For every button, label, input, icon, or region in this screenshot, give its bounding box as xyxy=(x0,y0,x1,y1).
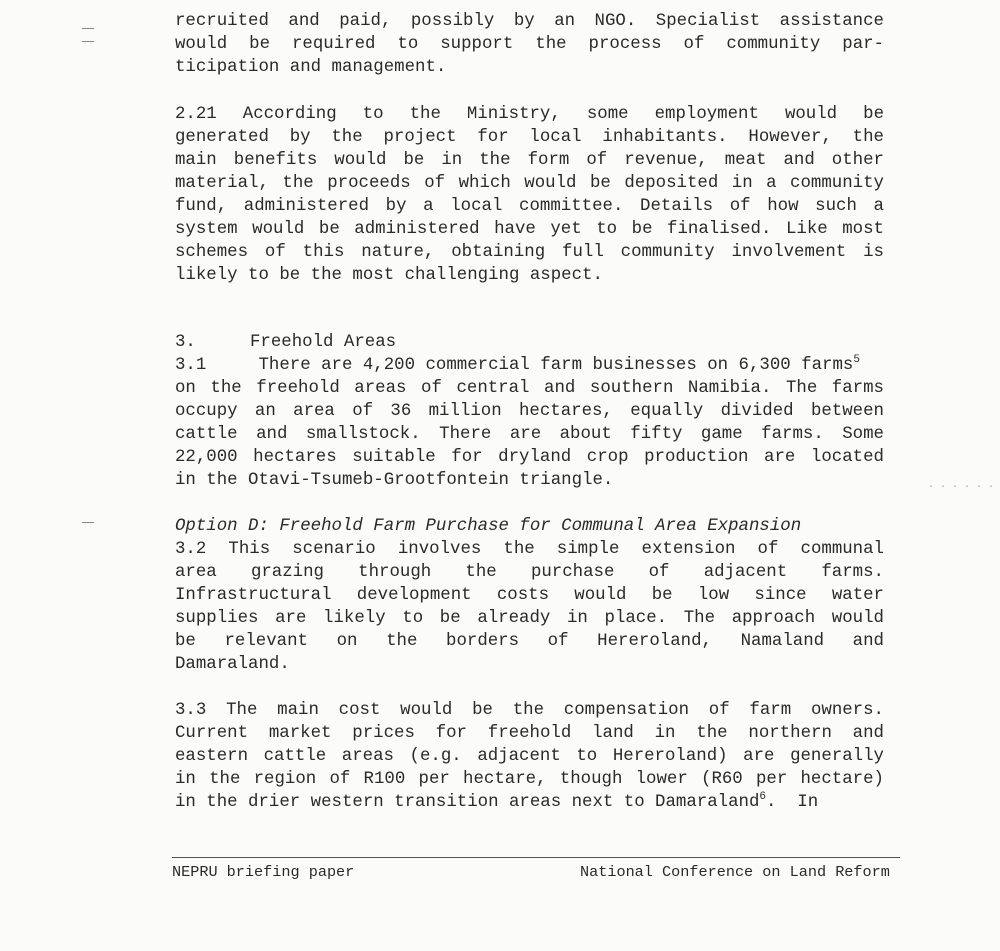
text-line xyxy=(175,791,818,814)
text-line: eastern cattle areas (e.g. adjacent to Hereroland) are generally xyxy=(175,747,884,766)
text-line: fund, administered by a local committee. Details of how such a xyxy=(175,197,884,216)
text-line: likely to be the most challenging aspect. xyxy=(175,266,603,285)
text-line-main: 3.1 There are 4,200 commercial farm businesses on 6,300 farms xyxy=(175,356,854,375)
text-line: material, the proceeds of which would be deposited in a community xyxy=(175,174,884,193)
text-line: occupy an area of 36 million hectares, equally divided between xyxy=(175,402,884,421)
footer-rule xyxy=(172,857,900,858)
footnote-marker: 6 xyxy=(759,791,767,804)
text-line: on the freehold areas of central and southern Namibia. The farms xyxy=(175,379,884,398)
section-title: Freehold Areas xyxy=(250,333,397,352)
text-line: cattle and smallstock. There are about fifty game farms. Some xyxy=(175,425,884,444)
text-line xyxy=(175,354,860,377)
text-line: Current market prices for freehold land in the northern and xyxy=(175,724,884,743)
text-line: would be required to support the process of community par- xyxy=(175,35,884,54)
text-line: schemes of this nature, obtaining full community involvement is xyxy=(175,243,884,262)
text-line: main benefits would be in the form of revenue, meat and other xyxy=(175,151,884,170)
text-line: generated by the project for local inhabitants. However, the xyxy=(175,128,884,147)
binder-hole-mark xyxy=(82,522,94,523)
footnote-marker: 5 xyxy=(853,354,860,367)
binder-hole-mark xyxy=(82,41,94,42)
text-line: 2.21 According to the Ministry, some employment would be xyxy=(175,105,884,124)
text-line: in the Otavi-Tsumeb-Grootfontein triangle. xyxy=(175,471,614,490)
text-line: area grazing through the purchase of adjacent farms. xyxy=(175,563,884,582)
text-line-main: in the drier western transition areas next to Damaraland xyxy=(175,793,760,812)
text-line: ticipation and management. xyxy=(175,58,447,77)
text-line: in the region of R100 per hectare, though lower (R60 per hectare) xyxy=(175,770,884,789)
scan-speck: · · · · · · xyxy=(928,482,995,493)
text-line-tail: . In xyxy=(766,793,819,812)
option-d-heading: Option D: Freehold Farm Purchase for Communal Area Expansion xyxy=(175,517,802,536)
text-line: 3.2 This scenario involves the simple extension of communal xyxy=(175,540,884,559)
text-line: Damaraland. xyxy=(175,655,290,674)
binder-hole-mark xyxy=(82,28,94,29)
text-line: 22,000 hectares suitable for dryland crop production are located xyxy=(175,448,884,467)
text-line: Infrastructural development costs would be low since water xyxy=(175,586,884,605)
text-line: be relevant on the borders of Hereroland, Namaland and xyxy=(175,632,884,651)
text-line: supplies are likely to be already in place. The approach would xyxy=(175,609,884,628)
text-line: recruited and paid, possibly by an NGO. Specialist assistance xyxy=(175,12,884,31)
section-number: 3. xyxy=(175,333,196,352)
text-line: 3.3 The main cost would be the compensation of farm owners. xyxy=(175,701,884,720)
footer-left: NEPRU briefing paper xyxy=(172,863,355,881)
text-line: system would be administered have yet to be finalised. Like most xyxy=(175,220,884,239)
footer-right: National Conference on Land Reform xyxy=(580,863,890,881)
